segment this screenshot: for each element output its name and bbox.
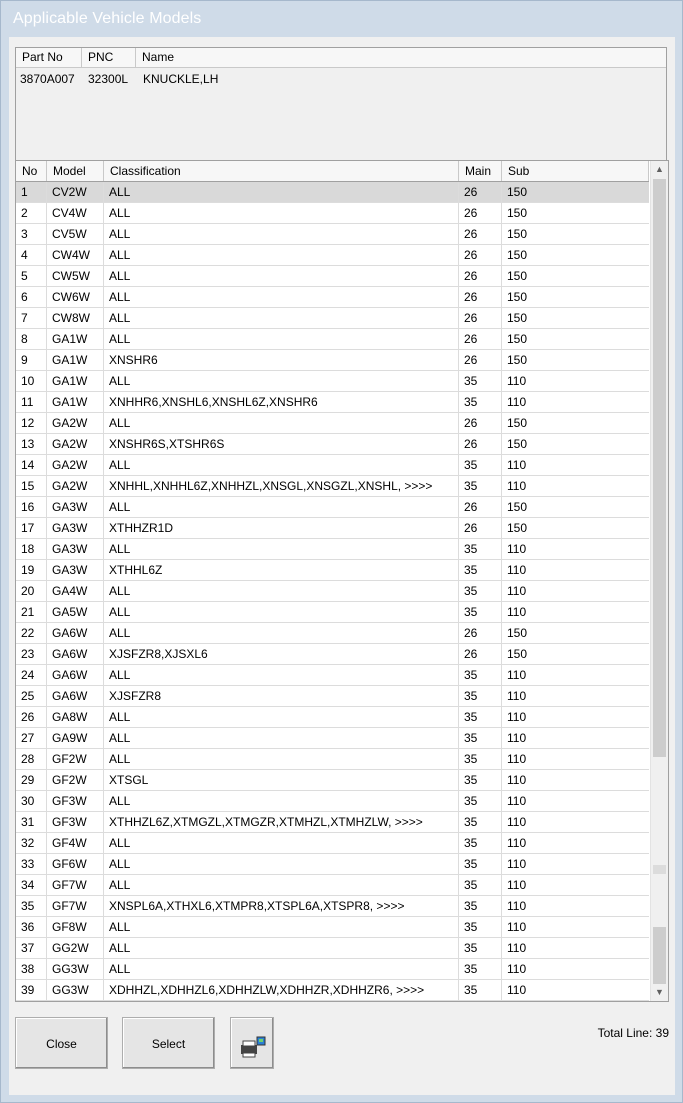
table-row[interactable] [16, 623, 649, 644]
row-no-cell: 38 [16, 959, 47, 979]
row-model-cell: GF3W [47, 791, 104, 811]
row-sub-cell: 110 [507, 668, 527, 682]
part-info-row [16, 70, 666, 88]
table-row[interactable] [16, 539, 649, 560]
table-row[interactable] [16, 413, 649, 434]
title-bar[interactable] [1, 1, 682, 37]
table-row[interactable] [16, 707, 649, 728]
row-sub-cell: 110 [507, 584, 527, 598]
row-no-cell: 21 [16, 602, 47, 622]
row-model-cell: GA6W [47, 644, 104, 664]
row-main-cell: 35 [459, 938, 502, 958]
row-sub-cell: 110 [507, 374, 527, 388]
row-sub-cell: 150 [507, 332, 528, 346]
row-main-cell: 35 [459, 980, 502, 1000]
row-main-cell: 26 [459, 245, 502, 265]
row-sub-cell: 150 [507, 269, 528, 283]
row-main-cell: 35 [459, 770, 502, 790]
table-row[interactable] [16, 812, 649, 833]
table-row[interactable] [16, 959, 649, 980]
total-line-label: Total Line: 39 [597, 1026, 669, 1040]
row-classification-cell: XNHHR6,XNSHL6,XNSHL6Z,XNSHR6 [104, 392, 459, 412]
close-button[interactable]: Close [15, 1017, 108, 1069]
row-main-cell: 26 [459, 413, 502, 433]
row-main-cell: 35 [459, 560, 502, 580]
vertical-scrollbar[interactable] [650, 161, 668, 1001]
row-sub-cell: 110 [507, 857, 527, 871]
row-sub-cell: 110 [507, 563, 527, 577]
row-model-cell: GA2W [47, 476, 104, 496]
table-row[interactable] [16, 833, 649, 854]
row-model-cell: GG3W [47, 959, 104, 979]
model-column-header[interactable]: Model [47, 161, 104, 181]
part-info-panel [15, 47, 667, 161]
row-classification-cell: ALL [104, 266, 459, 286]
table-row[interactable] [16, 644, 649, 665]
table-row[interactable] [16, 308, 649, 329]
row-model-cell: GG2W [47, 938, 104, 958]
row-model-cell: GF6W [47, 854, 104, 874]
row-main-cell: 26 [459, 308, 502, 328]
row-no-cell: 1 [16, 182, 47, 202]
row-no-cell: 24 [16, 665, 47, 685]
row-main-cell: 35 [459, 812, 502, 832]
table-row[interactable] [16, 854, 649, 875]
table-row[interactable] [16, 497, 649, 518]
grid-header [16, 161, 649, 182]
row-model-cell: GA5W [47, 602, 104, 622]
row-main-cell: 26 [459, 329, 502, 349]
table-row[interactable] [16, 749, 649, 770]
row-sub-cell: 110 [507, 542, 527, 556]
row-no-cell: 27 [16, 728, 47, 748]
row-no-cell: 13 [16, 434, 47, 454]
row-no-cell: 10 [16, 371, 47, 391]
row-model-cell: GF7W [47, 896, 104, 916]
row-classification-cell: XTHHZR1D [104, 518, 459, 538]
row-main-cell: 26 [459, 497, 502, 517]
row-main-cell: 26 [459, 434, 502, 454]
table-row[interactable] [16, 560, 649, 581]
row-classification-cell: ALL [104, 854, 459, 874]
row-classification-cell: ALL [104, 665, 459, 685]
row-main-cell: 26 [459, 182, 502, 202]
row-sub-cell: 110 [507, 731, 527, 745]
part-info-header [16, 48, 666, 68]
row-model-cell: GA3W [47, 560, 104, 580]
row-main-cell: 26 [459, 266, 502, 286]
row-main-cell: 26 [459, 644, 502, 664]
row-main-cell: 35 [459, 959, 502, 979]
table-row[interactable] [16, 518, 649, 539]
select-button[interactable]: Select [122, 1017, 215, 1069]
row-main-cell: 35 [459, 728, 502, 748]
row-model-cell: GF7W [47, 875, 104, 895]
row-no-cell: 4 [16, 245, 47, 265]
row-classification-cell: XJSFZR8,XJSXL6 [104, 644, 459, 664]
row-no-cell: 23 [16, 644, 47, 664]
row-no-cell: 18 [16, 539, 47, 559]
row-model-cell: GA4W [47, 581, 104, 601]
row-no-cell: 35 [16, 896, 47, 916]
row-sub-cell: 110 [507, 983, 527, 997]
row-classification-cell: XTHHZL6Z,XTMGZL,XTMGZR,XTMHZL,XTMHZLW, >>>> [104, 812, 459, 832]
row-sub-cell: 150 [507, 500, 528, 514]
table-row[interactable] [16, 329, 649, 350]
table-row[interactable] [16, 791, 649, 812]
row-sub-cell: 110 [507, 752, 527, 766]
row-sub-cell: 150 [507, 227, 528, 241]
row-model-cell: GA3W [47, 539, 104, 559]
row-no-cell: 19 [16, 560, 47, 580]
row-model-cell: GG3W [47, 980, 104, 1000]
row-sub-cell: 150 [507, 311, 528, 325]
row-classification-cell: ALL [104, 917, 459, 937]
row-classification-cell: ALL [104, 497, 459, 517]
table-row[interactable] [16, 896, 649, 917]
row-main-cell: 26 [459, 350, 502, 370]
row-model-cell: GA6W [47, 686, 104, 706]
row-no-cell: 20 [16, 581, 47, 601]
row-no-cell: 7 [16, 308, 47, 328]
table-row[interactable] [16, 581, 649, 602]
row-classification-cell: ALL [104, 224, 459, 244]
row-model-cell: GF3W [47, 812, 104, 832]
grid-rows [16, 182, 649, 1001]
row-no-cell: 29 [16, 770, 47, 790]
row-classification-cell: XDHHZL,XDHHZL6,XDHHZLW,XDHHZR,XDHHZR6, >>>> [104, 980, 459, 1000]
row-sub-cell: 110 [507, 479, 527, 493]
row-main-cell: 35 [459, 539, 502, 559]
row-classification-cell: ALL [104, 308, 459, 328]
row-main-cell: 35 [459, 581, 502, 601]
table-row[interactable] [16, 728, 649, 749]
row-sub-cell: 110 [507, 815, 527, 829]
table-row[interactable] [16, 287, 649, 308]
row-classification-cell: XNSHR6 [104, 350, 459, 370]
row-main-cell: 35 [459, 917, 502, 937]
row-model-cell: GA2W [47, 434, 104, 454]
row-model-cell: GA1W [47, 329, 104, 349]
row-main-cell: 35 [459, 371, 502, 391]
row-no-cell: 37 [16, 938, 47, 958]
row-no-cell: 32 [16, 833, 47, 853]
pnc-header: PNC [82, 48, 136, 67]
scrollbar-lower-track[interactable] [653, 927, 666, 984]
row-sub-cell: 150 [507, 206, 528, 220]
dialog-client-area [9, 37, 675, 1095]
row-classification-cell: ALL [104, 287, 459, 307]
row-main-cell: 35 [459, 455, 502, 475]
row-classification-cell: ALL [104, 581, 459, 601]
row-sub-cell: 150 [507, 521, 528, 535]
row-sub-cell: 110 [507, 899, 527, 913]
row-model-cell: GA9W [47, 728, 104, 748]
row-main-cell: 26 [459, 518, 502, 538]
table-row[interactable] [16, 350, 649, 371]
scroll-up-arrow-icon[interactable]: ▲ [655, 164, 664, 174]
row-model-cell: GA6W [47, 623, 104, 643]
print-button[interactable] [230, 1017, 274, 1069]
row-no-cell: 39 [16, 980, 47, 1000]
row-no-cell: 36 [16, 917, 47, 937]
row-classification-cell: ALL [104, 182, 459, 202]
row-main-cell: 35 [459, 749, 502, 769]
row-no-cell: 25 [16, 686, 47, 706]
row-model-cell: CW5W [47, 266, 104, 286]
row-no-cell: 33 [16, 854, 47, 874]
table-row[interactable] [16, 980, 649, 1001]
row-sub-cell: 150 [507, 353, 528, 367]
row-model-cell: GF4W [47, 833, 104, 853]
row-main-cell: 26 [459, 623, 502, 643]
table-row[interactable] [16, 938, 649, 959]
row-classification-cell: XNHHL,XNHHL6Z,XNHHZL,XNSGL,XNSGZL,XNSHL, >>>> [104, 476, 459, 496]
row-classification-cell: XTSGL [104, 770, 459, 790]
row-sub-cell: 150 [507, 185, 528, 199]
row-sub-cell: 110 [507, 878, 527, 892]
row-model-cell: CV5W [47, 224, 104, 244]
row-sub-cell: 110 [507, 941, 527, 955]
row-model-cell: GA1W [47, 350, 104, 370]
row-sub-cell: 110 [507, 395, 527, 409]
row-main-cell: 35 [459, 602, 502, 622]
row-main-cell: 35 [459, 686, 502, 706]
row-classification-cell: ALL [104, 371, 459, 391]
row-classification-cell: ALL [104, 455, 459, 475]
row-sub-cell: 110 [507, 689, 527, 703]
pnc-value: 32300L [88, 72, 129, 86]
row-classification-cell: XJSFZR8 [104, 686, 459, 706]
row-model-cell: GF8W [47, 917, 104, 937]
row-model-cell: GA2W [47, 455, 104, 475]
window-title: Applicable Vehicle Models [13, 10, 202, 27]
row-no-cell: 22 [16, 623, 47, 643]
row-model-cell: GA3W [47, 518, 104, 538]
row-main-cell: 35 [459, 665, 502, 685]
name-value: KNUCKLE,LH [143, 72, 219, 86]
row-model-cell: GA8W [47, 707, 104, 727]
row-sub-cell: 150 [507, 416, 528, 430]
row-sub-cell: 150 [507, 248, 528, 262]
row-sub-cell: 110 [507, 836, 527, 850]
row-main-cell: 35 [459, 833, 502, 853]
row-no-cell: 17 [16, 518, 47, 538]
table-row[interactable] [16, 371, 649, 392]
row-classification-cell: ALL [104, 539, 459, 559]
row-model-cell: GA6W [47, 665, 104, 685]
row-sub-cell: 110 [507, 920, 527, 934]
row-model-cell: GA2W [47, 413, 104, 433]
row-sub-cell: 110 [507, 962, 527, 976]
table-row[interactable] [16, 770, 649, 791]
row-classification-cell: ALL [104, 791, 459, 811]
row-classification-cell: ALL [104, 875, 459, 895]
vehicle-models-grid[interactable] [15, 160, 669, 1002]
row-sub-cell: 150 [507, 437, 528, 451]
row-main-cell: 26 [459, 203, 502, 223]
row-main-cell: 26 [459, 224, 502, 244]
row-no-cell: 12 [16, 413, 47, 433]
row-classification-cell: XNSHR6S,XTSHR6S [104, 434, 459, 454]
table-row[interactable] [16, 182, 649, 203]
row-model-cell: CW4W [47, 245, 104, 265]
row-main-cell: 35 [459, 875, 502, 895]
row-no-cell: 15 [16, 476, 47, 496]
row-sub-cell: 150 [507, 290, 528, 304]
row-no-cell: 26 [16, 707, 47, 727]
row-model-cell: GF2W [47, 770, 104, 790]
table-row[interactable] [16, 686, 649, 707]
row-classification-cell: XTHHL6Z [104, 560, 459, 580]
row-classification-cell: ALL [104, 413, 459, 433]
row-main-cell: 26 [459, 287, 502, 307]
table-row[interactable] [16, 476, 649, 497]
row-classification-cell: ALL [104, 245, 459, 265]
row-main-cell: 35 [459, 476, 502, 496]
sub-column-header[interactable]: Sub [502, 161, 649, 181]
row-no-cell: 3 [16, 224, 47, 244]
table-row[interactable] [16, 665, 649, 686]
table-row[interactable] [16, 392, 649, 413]
row-main-cell: 35 [459, 707, 502, 727]
row-model-cell: GF2W [47, 749, 104, 769]
table-row[interactable] [16, 455, 649, 476]
row-no-cell: 16 [16, 497, 47, 517]
row-classification-cell: ALL [104, 623, 459, 643]
table-row[interactable] [16, 266, 649, 287]
table-row[interactable] [16, 602, 649, 623]
table-row[interactable] [16, 245, 649, 266]
row-model-cell: CW6W [47, 287, 104, 307]
name-header: Name [142, 50, 175, 64]
row-no-cell: 6 [16, 287, 47, 307]
scrollbar-thumb[interactable] [653, 179, 666, 757]
row-classification-cell: ALL [104, 203, 459, 223]
part-no-value: 3870A007 [20, 72, 75, 86]
row-no-cell: 30 [16, 791, 47, 811]
scrollbar-mark [653, 865, 666, 874]
row-sub-cell: 110 [507, 773, 527, 787]
row-model-cell: GA3W [47, 497, 104, 517]
table-row[interactable] [16, 917, 649, 938]
row-no-cell: 5 [16, 266, 47, 286]
row-no-cell: 34 [16, 875, 47, 895]
row-no-cell: 2 [16, 203, 47, 223]
table-row[interactable] [16, 203, 649, 224]
row-main-cell: 35 [459, 896, 502, 916]
row-classification-cell: ALL [104, 749, 459, 769]
classification-column-header[interactable]: Classification [104, 161, 459, 181]
row-main-cell: 35 [459, 392, 502, 412]
row-no-cell: 28 [16, 749, 47, 769]
row-no-cell: 14 [16, 455, 47, 475]
row-sub-cell: 110 [507, 458, 527, 472]
row-no-cell: 11 [16, 392, 47, 412]
table-row[interactable] [16, 875, 649, 896]
row-classification-cell: ALL [104, 959, 459, 979]
row-classification-cell: XNSPL6A,XTHXL6,XTMPR8,XTSPL6A,XTSPR8, >>>> [104, 896, 459, 916]
row-no-cell: 8 [16, 329, 47, 349]
row-classification-cell: ALL [104, 707, 459, 727]
row-no-cell: 31 [16, 812, 47, 832]
row-classification-cell: ALL [104, 329, 459, 349]
row-sub-cell: 110 [507, 710, 527, 724]
row-sub-cell: 110 [507, 605, 527, 619]
row-model-cell: CW8W [47, 308, 104, 328]
row-classification-cell: ALL [104, 938, 459, 958]
row-model-cell: GA1W [47, 392, 104, 412]
table-row[interactable] [16, 434, 649, 455]
printer-icon [231, 1018, 273, 1070]
main-column-header[interactable]: Main [459, 161, 502, 181]
no-column-header[interactable]: No [16, 161, 47, 181]
row-classification-cell: ALL [104, 833, 459, 853]
row-sub-cell: 150 [507, 626, 528, 640]
part-no-header: Part No [16, 48, 82, 67]
row-classification-cell: ALL [104, 728, 459, 748]
row-sub-cell: 110 [507, 794, 527, 808]
row-model-cell: GA1W [47, 371, 104, 391]
row-no-cell: 9 [16, 350, 47, 370]
row-main-cell: 35 [459, 791, 502, 811]
row-classification-cell: ALL [104, 602, 459, 622]
row-model-cell: CV4W [47, 203, 104, 223]
row-model-cell: CV2W [47, 182, 104, 202]
scroll-down-arrow-icon[interactable]: ▼ [655, 987, 664, 997]
row-main-cell: 35 [459, 854, 502, 874]
row-sub-cell: 150 [507, 647, 528, 661]
table-row[interactable] [16, 224, 649, 245]
